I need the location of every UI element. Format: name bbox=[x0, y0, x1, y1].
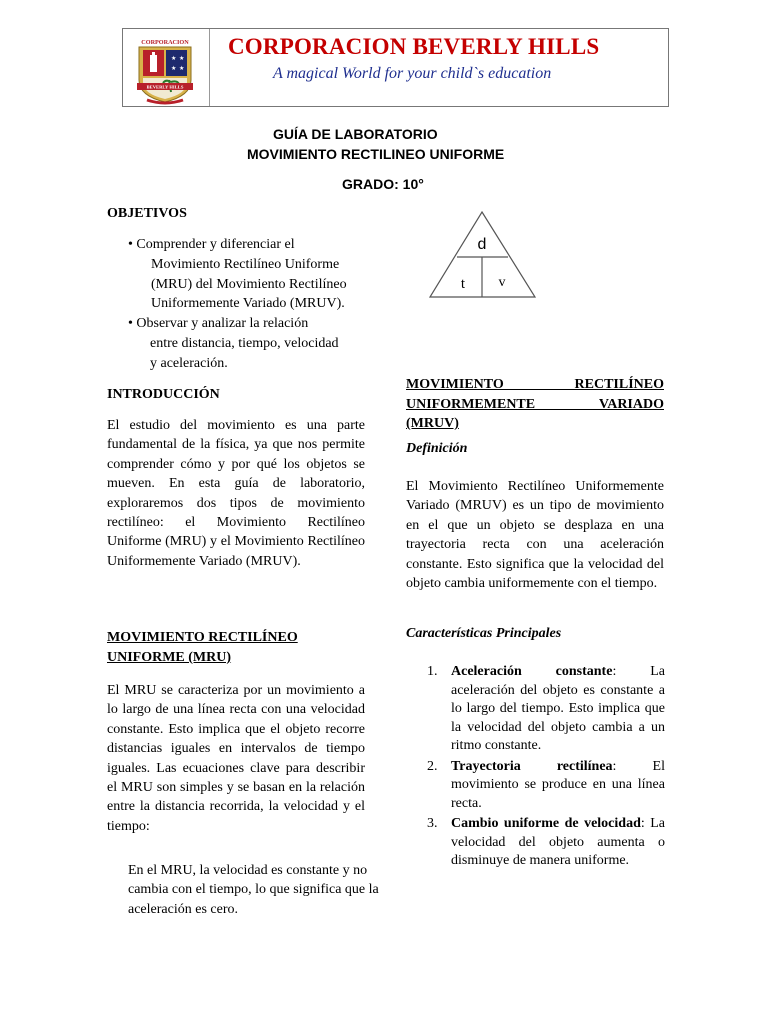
header-divider bbox=[209, 29, 210, 106]
logo-banner: BEVERLY HILLS bbox=[146, 84, 184, 90]
characteristic-colon: : bbox=[640, 816, 645, 831]
characteristic-text: La aceleración del objeto es constante a lo largo del tiempo. Esto implica que la velocidad del objeto cambia a un ritmo constante. bbox=[451, 664, 665, 753]
objective-line: Observar y analizar la relación bbox=[136, 316, 309, 332]
svg-text:★: ★ bbox=[171, 56, 177, 62]
mru-heading-line1: MOVIMIENTO RECTILÍNEO bbox=[107, 630, 298, 645]
characteristic-colon: : bbox=[612, 664, 617, 679]
doc-title-line2: MOVIMIENTO RECTILINEO UNIFORME bbox=[247, 146, 505, 162]
svg-text:★: ★ bbox=[179, 56, 185, 62]
svg-text:★: ★ bbox=[171, 66, 177, 72]
header-slogan: A magical World for your child`s education bbox=[273, 65, 552, 82]
objective-line: Uniformemente Variado (MRUV). bbox=[151, 296, 345, 312]
objective-line: (MRU) del Movimiento Rectilíneo bbox=[151, 276, 347, 292]
characteristic-item bbox=[427, 758, 665, 814]
mruv-heading-line3: (MRUV) bbox=[406, 416, 459, 431]
characteristics-heading: Características Principales bbox=[406, 626, 562, 641]
definition-heading: Definición bbox=[406, 441, 468, 456]
mru-heading-line2: UNIFORME (MRU) bbox=[107, 650, 232, 665]
characteristic-text: La velocidad del objeto aumenta o disminuye de manera uniforme. bbox=[451, 816, 665, 868]
objective-line: entre distancia, tiempo, velocidad bbox=[150, 335, 339, 351]
mru-note: En el MRU, la velocidad es constante y no cambia con el tiempo, lo que significa que la aceleración es cero. bbox=[128, 863, 379, 917]
objectives-list bbox=[128, 235, 388, 374]
characteristic-item bbox=[427, 663, 665, 756]
dtv-triangle-diagram bbox=[428, 210, 538, 300]
doc-title-line1: GUÍA DE LABORATORIO bbox=[273, 126, 438, 142]
mruv-heading-line1: MOVIMIENTO RECTILÍNEO bbox=[406, 377, 664, 392]
definition-paragraph: El Movimiento Rectilíneo Uniformemente Variado (MRUV) es un tipo de movimiento en el que un objeto se desplaza en una trayectoria recta con una aceleración constante. Esto significa que la velocidad del objeto cambia uniformemente con el tiempo. bbox=[406, 479, 664, 592]
characteristics-list bbox=[427, 663, 665, 871]
bullet: • bbox=[128, 316, 133, 332]
objective-line: y aceleración. bbox=[150, 355, 228, 371]
mruv-heading-line2: UNIFORMEMENTE VARIADO bbox=[406, 397, 664, 412]
logo-text: CORPORACION bbox=[141, 39, 189, 46]
item-number: 2. bbox=[427, 758, 438, 774]
introduction-paragraph: El estudio del movimiento es una parte fundamental de la física, ya que nos permite comprender cómo y por qué los objetos se mueven. En esta guía de laboratorio, exploraremos dos tipos de movimiento rectilíneo: el Movimiento Rectilíneo Uniforme (MRU) y el Movimiento Rectilíneo Uniformemente Variado (MRUV). bbox=[107, 418, 365, 569]
characteristic-text: El movimiento se produce en una línea recta. bbox=[451, 758, 665, 811]
triangle-label-distance: d bbox=[477, 236, 487, 253]
mru-paragraph: El MRU se caracteriza por un movimiento a lo largo de una línea recta con una velocidad constante. Esto implica que el objeto recorre distancias iguales en intervalos de tiempo iguales. Las ecuaciones clave para describir el MRU son simples y se basan en la relación entre la distancia recorrida, la velocidad y el tiempo: bbox=[107, 683, 365, 834]
school-crest-logo bbox=[133, 36, 197, 106]
introduction-heading: INTRODUCCIÓN bbox=[107, 387, 220, 402]
characteristic-term: Trayectoria rectilínea bbox=[451, 758, 613, 774]
item-number: 3. bbox=[427, 816, 438, 831]
svg-text:★: ★ bbox=[179, 66, 185, 72]
objective-line: Comprender y diferenciar el bbox=[136, 237, 295, 252]
objectives-heading: OBJETIVOS bbox=[107, 206, 187, 221]
triangle-label-velocity: v bbox=[498, 275, 506, 290]
characteristic-term: Aceleración constante bbox=[451, 664, 613, 679]
characteristic-item bbox=[427, 815, 665, 871]
bullet: • bbox=[128, 237, 133, 252]
item-number: 1. bbox=[427, 664, 438, 679]
objective-item bbox=[128, 314, 388, 373]
objective-item bbox=[128, 235, 388, 314]
characteristic-colon: : bbox=[612, 758, 617, 774]
header-title: CORPORACION BEVERLY HILLS bbox=[228, 34, 600, 59]
triangle-label-time: t bbox=[460, 276, 466, 292]
grade-label: GRADO: 10° bbox=[342, 176, 424, 192]
characteristic-term: Cambio uniforme de velocidad bbox=[451, 816, 641, 831]
objective-line: Movimiento Rectilíneo Uniforme bbox=[151, 256, 340, 272]
